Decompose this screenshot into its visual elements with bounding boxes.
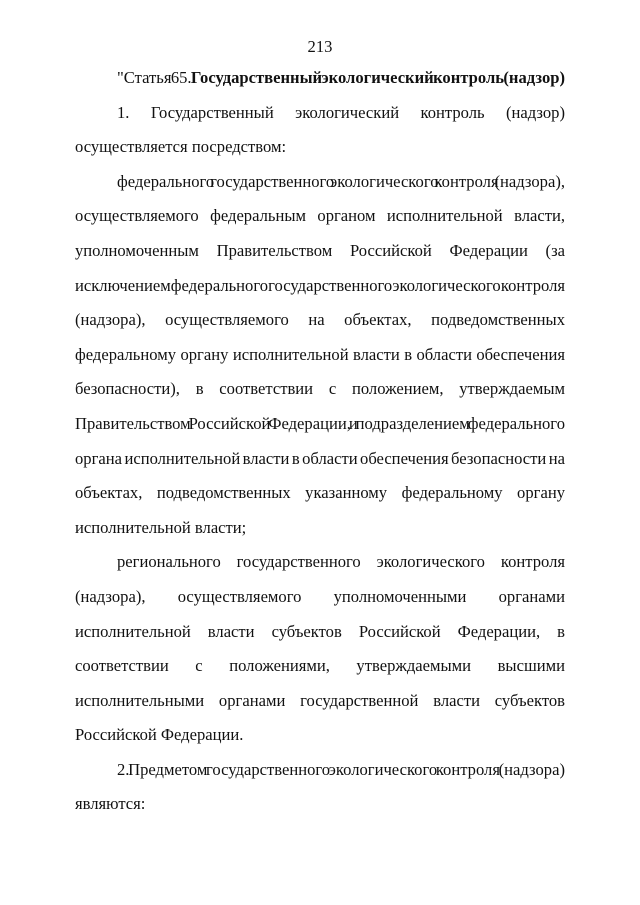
text-lines [75, 102, 565, 828]
text-line: соответствии с положениями, утверждаемыми высшими [75, 656, 565, 676]
article-number: "Статья 65. [117, 68, 191, 87]
text-line: федерального государственного экологического контроля (надзора), [117, 171, 565, 191]
text-line: осуществляется посредством: [75, 137, 287, 157]
text-line: исполнительной власти; [75, 517, 247, 537]
text-line: объектах, подведомственных указанному федеральному органу [75, 483, 565, 503]
article-title: Государственный экологический контроль (надзор) [190, 68, 565, 87]
page-number: 213 [307, 37, 333, 56]
text-line: осуществляемого федеральным органом исполнительной власти, [75, 206, 565, 226]
text-line: органа исполнительной власти в области обеспечения безопасности на [75, 448, 565, 468]
text-line: Правительством Российской Федерации, и подразделением федерального [75, 413, 565, 433]
text-line: исполнительной власти субъектов Российской Федерации, в [75, 621, 565, 641]
text-line: 1. Государственный экологический контроль (надзор) [117, 102, 565, 122]
text-line: 2. Предметом государственного экологического контроля (надзора) [117, 759, 565, 779]
text-line: исполнительными органами государственной власти субъектов [75, 690, 565, 710]
text-line: регионального государственного экологического контроля [117, 552, 565, 572]
document-body [75, 67, 565, 828]
text-line: Российской Федерации. [75, 725, 244, 745]
text-line: федеральному органу исполнительной власти в области обеспечения [75, 344, 565, 364]
text-line: (надзора), осуществляемого уполномоченными органами [75, 586, 565, 606]
text-line: (надзора), осуществляемого на объектах, подведомственных [75, 310, 565, 330]
text-line: уполномоченным Правительством Российской Федерации (за [75, 240, 565, 260]
text-line: безопасности), в соответствии с положением, утверждаемым [75, 379, 565, 399]
article-heading [75, 67, 565, 102]
text-line: исключением федерального государственного экологического контроля [75, 275, 565, 295]
text-line: являются: [75, 794, 146, 814]
